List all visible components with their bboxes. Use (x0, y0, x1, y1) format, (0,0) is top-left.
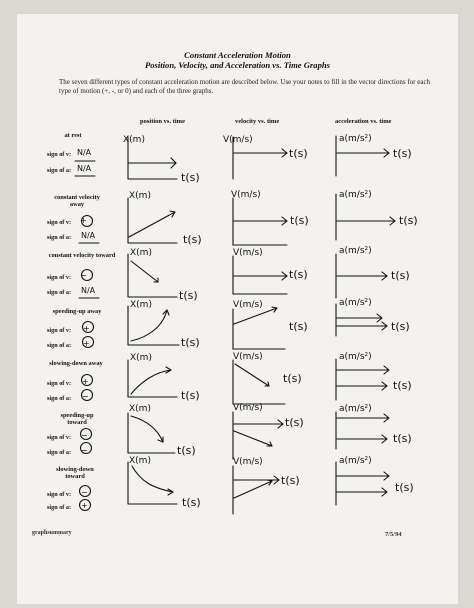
velocity-axis-label: V(m/s) (233, 300, 263, 310)
position-axis-label: X(m) (129, 404, 151, 414)
sign-a-label: sign of a: (47, 289, 72, 296)
velocity-curve (235, 364, 269, 386)
sign-a-label: sign of a: (47, 504, 72, 511)
position-axes (128, 306, 179, 345)
sign-circle (81, 429, 92, 440)
position-axes (128, 462, 177, 504)
time-axis-label: t(s) (181, 336, 200, 349)
time-axis-label: t(s) (391, 269, 410, 282)
sign-circle (80, 486, 91, 497)
position-axis-label: X(m) (129, 456, 151, 466)
sign-v-answer: N/A (77, 148, 92, 157)
sign-v-answer: + (80, 216, 87, 225)
velocity-axis-label: V(m/s) (233, 352, 263, 362)
worksheet-page (17, 14, 458, 604)
acceleration-line (337, 476, 389, 492)
position-axis-label: X(m) (130, 248, 152, 258)
sign-a-answer: + (83, 339, 90, 348)
position-axis-label: X(m) (130, 353, 152, 363)
velocity-axis-label: V(m/s) (231, 190, 261, 200)
position-axis-label: X(m) (129, 191, 151, 201)
position-curve (129, 212, 175, 237)
time-axis-label: t(s) (391, 320, 410, 333)
velocity-axis-label: V(m/s) (223, 135, 253, 145)
sign-a-answer: N/A (81, 286, 96, 295)
time-axis-label: t(s) (182, 496, 201, 509)
time-axis-label: t(s) (289, 320, 308, 333)
sign-circle (80, 500, 91, 511)
position-curve (131, 261, 158, 282)
row-label-speeding-up-toward: speeding-up toward (60, 412, 94, 426)
sign-a-answer: N/A (81, 231, 96, 240)
footer-filename: graphsummary (32, 530, 72, 536)
sign-circle (83, 322, 94, 333)
position-curve (131, 416, 163, 442)
sign-v-label: sign of v: (47, 491, 72, 498)
velocity-curve (234, 424, 283, 446)
sign-v-answer: + (82, 377, 89, 386)
sign-v-label: sign of v: (47, 219, 72, 226)
time-axis-label: t(s) (289, 147, 308, 160)
position-axes (128, 413, 175, 453)
row-label-slowing-down-toward: slowing-down toward (56, 466, 94, 480)
time-axis-label: t(s) (395, 481, 414, 494)
sign-v-label: sign of v: (47, 327, 72, 334)
position-axes (128, 198, 177, 243)
row-label-constant-velocity-toward: constant velocity toward (48, 252, 116, 259)
time-axis-label: t(s) (281, 474, 300, 487)
sign-circle (83, 337, 94, 348)
time-axis-label: t(s) (290, 214, 309, 227)
time-axis-label: t(s) (393, 432, 412, 445)
sign-circle (81, 443, 92, 454)
velocity-curve (234, 480, 279, 498)
velocity-axis-label: V(m/s) (233, 248, 263, 258)
sign-a-label: sign of a: (47, 342, 72, 349)
acceleration-axis-label: a(m/s²) (339, 456, 372, 466)
position-axes (128, 360, 177, 397)
column-header-velocity: velocity vs. time (235, 118, 280, 125)
time-axis-label: t(s) (177, 444, 196, 457)
page-title: Constant Acceleration Motion (184, 50, 291, 60)
sign-v-answer: − (81, 488, 88, 497)
time-axis-label: t(s) (285, 416, 304, 429)
position-axis-label: X(m) (123, 135, 145, 145)
sign-a-label: sign of a: (47, 167, 72, 174)
acceleration-line (337, 418, 389, 439)
sign-v-answer: + (83, 324, 90, 333)
page-subtitle: Position, Velocity, and Acceleration vs. Time Graphs (145, 60, 330, 70)
acceleration-line (337, 318, 387, 326)
sign-a-answer: − (82, 392, 89, 401)
row-label-slowing-down-away: slowing-down away (49, 360, 103, 367)
time-axis-label: t(s) (283, 372, 302, 385)
acceleration-axis-label: a(m/s²) (339, 190, 372, 200)
sign-v-label: sign of v: (47, 151, 72, 158)
velocity-axes (233, 360, 285, 404)
velocity-axis-label: V(m/s) (233, 457, 263, 467)
velocity-axis-label: V(m/s) (233, 403, 263, 413)
sign-v-answer: − (80, 271, 87, 280)
velocity-axes (233, 256, 287, 294)
sign-a-label: sign of a: (47, 449, 72, 456)
sign-a-answer: + (81, 501, 88, 510)
sign-v-label: sign of v: (47, 434, 72, 441)
sign-circle (82, 390, 93, 401)
row-label-constant-velocity-away: constant velocity away (54, 194, 100, 208)
position-curve (132, 466, 173, 492)
sign-a-answer: N/A (77, 164, 92, 173)
time-axis-label: t(s) (181, 171, 200, 184)
acceleration-axis-label: a(m/s²) (339, 298, 372, 308)
position-axis-label: X(m) (130, 300, 152, 310)
sign-v-label: sign of v: (47, 274, 72, 281)
row-label-at-rest: at rest (64, 132, 82, 139)
position-curve (131, 310, 167, 341)
sign-circle (82, 375, 93, 386)
sign-a-label: sign of a: (47, 395, 72, 402)
time-axis-label: t(s) (289, 268, 308, 281)
sign-v-label: sign of v: (47, 380, 72, 387)
time-axis-label: t(s) (393, 147, 412, 160)
instructions-text: The seven different types of constant acceleration motion are described below. Use your notes to fill in the vector directions for each type of motion (+, -, or 0) and each of the three graphs. (59, 78, 431, 95)
time-axis-label: t(s) (399, 214, 418, 227)
position-curve (131, 370, 171, 394)
sign-circle (82, 216, 93, 227)
acceleration-line (337, 370, 389, 386)
time-axis-label: t(s) (393, 379, 412, 392)
time-axis-label: t(s) (181, 389, 200, 402)
time-axis-label: t(s) (183, 233, 202, 246)
sign-v-answer: − (81, 431, 88, 440)
velocity-curve (234, 308, 277, 324)
column-header-acceleration: acceleration vs. time (335, 118, 392, 125)
acceleration-axis-label: a(m/s²) (339, 352, 372, 362)
time-axis-label: t(s) (179, 289, 198, 302)
sign-a-label: sign of a: (47, 234, 72, 241)
acceleration-axis-label: a(m/s²) (339, 404, 372, 414)
column-header-position: position vs. time (140, 118, 185, 125)
position-axes (128, 254, 177, 297)
sign-a-answer: − (81, 446, 88, 455)
acceleration-axis-label: a(m/s²) (339, 134, 372, 144)
row-label-speeding-up-away: speeding-up away (52, 308, 102, 315)
footer-date: 7/5/94 (385, 531, 402, 538)
acceleration-axis-label: a(m/s²) (339, 246, 372, 256)
sign-circle (82, 270, 93, 281)
